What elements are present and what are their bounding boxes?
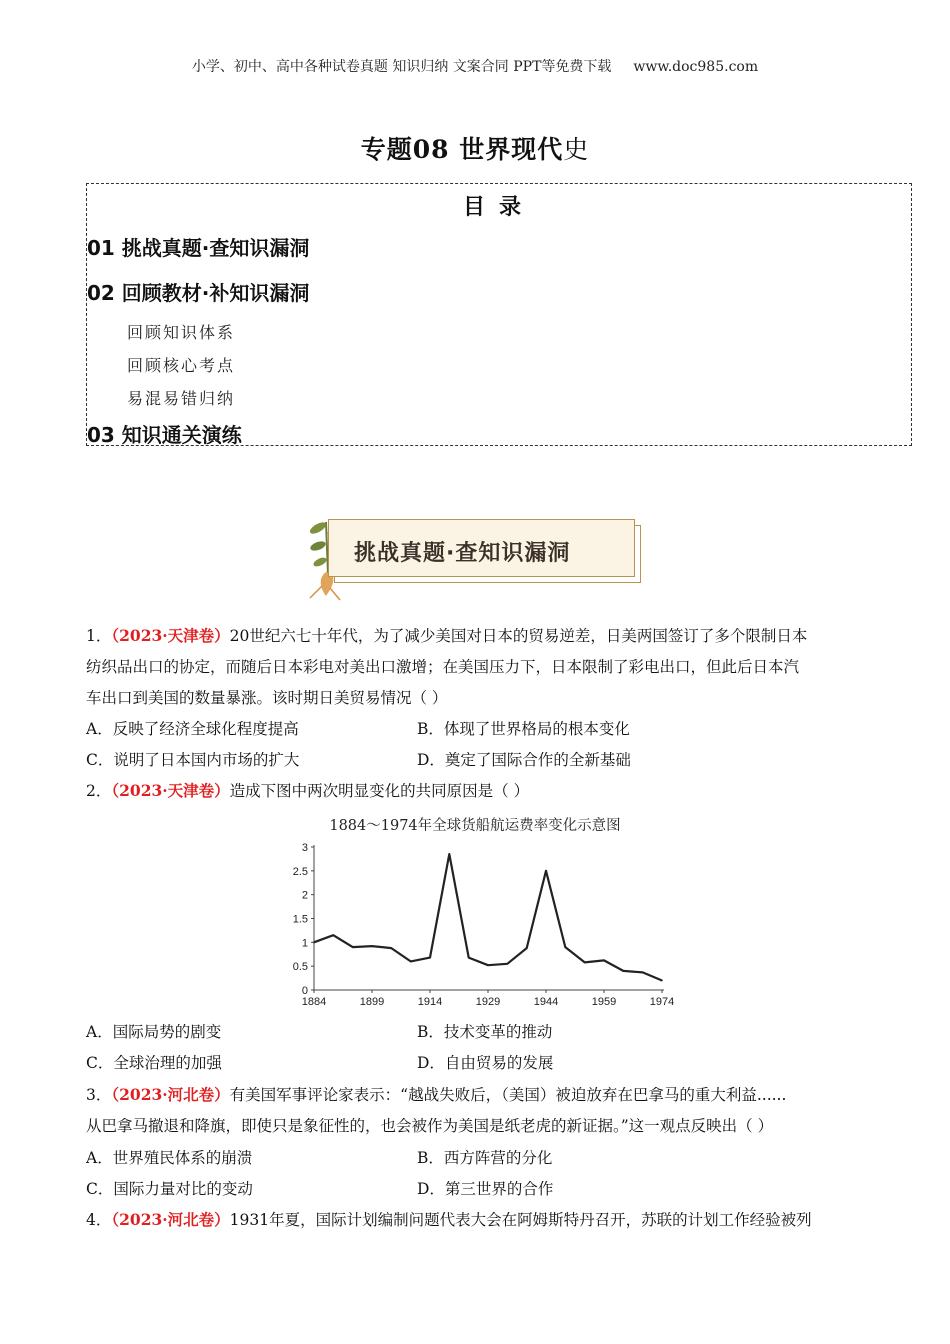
q2-option-a[interactable]: A．国际局势的剧变 xyxy=(86,1023,222,1041)
question-source-tag: （2023·天津卷） xyxy=(111,626,230,645)
x-tick-label: 1929 xyxy=(475,996,501,1008)
question-number: 4． xyxy=(86,1211,112,1229)
q3-option-a[interactable]: A．世界殖民体系的崩溃 xyxy=(86,1149,253,1167)
data-point xyxy=(449,853,451,855)
table-of-contents xyxy=(86,183,912,446)
y-tick-label: 3 xyxy=(301,842,308,854)
data-point xyxy=(313,942,315,944)
question-source-tag: （2023·河北卷） xyxy=(111,1085,230,1104)
data-point xyxy=(526,947,528,949)
x-tick-label: 1974 xyxy=(649,996,675,1008)
q3-option-b[interactable]: B．西方阵营的分化 xyxy=(417,1149,553,1167)
question-1 xyxy=(86,620,866,714)
question-number: 2． xyxy=(86,782,112,800)
question-source-tag: （2023·天津卷） xyxy=(111,781,230,800)
toc-subitem-knowledge-system[interactable]: 回顾知识体系 xyxy=(127,323,236,342)
data-point xyxy=(371,945,373,947)
chart-title: 1884～1974年全球货船航运费率变化示意图 xyxy=(329,818,621,834)
toc-subitem-core-points[interactable]: 回顾核心考点 xyxy=(127,356,236,375)
question-4 xyxy=(86,1204,866,1236)
question-text-line: 1931年夏，国际计划编制问题代表大会在阿姆斯特丹召开，苏联的计划工作经验被列 xyxy=(229,1211,812,1229)
x-tick-label: 1959 xyxy=(591,996,617,1008)
data-point xyxy=(642,972,644,974)
data-point xyxy=(661,980,663,982)
data-point xyxy=(333,934,335,936)
series-line-freight-rate xyxy=(314,854,662,980)
page-title xyxy=(0,130,950,166)
question-text-line: 车出口到美国的数量暴涨。该时期日美贸易情况（ ） xyxy=(86,689,448,707)
q3-option-d[interactable]: D．第三世界的合作 xyxy=(417,1180,554,1198)
y-tick-label: 0.5 xyxy=(292,961,308,974)
data-point xyxy=(410,961,412,963)
question-text-line: 从巴拿马撤退和降旗，即使只是象征性的，也会被作为美国是纸老虎的新证据。”这一观点反映出（ ） xyxy=(86,1117,774,1135)
page-header xyxy=(0,56,950,76)
question-2 xyxy=(86,775,866,807)
q1-option-b[interactable]: B．体现了世界格局的根本变化 xyxy=(417,720,630,738)
data-point xyxy=(429,957,431,959)
title-last-char: 史 xyxy=(563,135,590,164)
q3-option-c[interactable]: C．国际力量对比的变动 xyxy=(86,1180,253,1198)
title-main: 专题08 世界现代 xyxy=(360,135,564,164)
x-tick-label: 1899 xyxy=(359,996,385,1008)
question-text-line: 20世纪六七十年代，为了减少美国对日本的贸易逆差，日美两国签订了多个限制日本 xyxy=(229,627,808,645)
y-tick-label: 2 xyxy=(301,889,308,902)
q2-option-d[interactable]: D．自由贸易的发展 xyxy=(417,1054,554,1072)
banner-title: 挑战真题·查知识漏洞 xyxy=(354,541,571,566)
data-point xyxy=(584,962,586,964)
freight-rate-chart xyxy=(280,838,680,1010)
y-tick-label: 1.5 xyxy=(292,913,308,926)
q2-option-b[interactable]: B．技术变革的推动 xyxy=(417,1023,553,1041)
data-point xyxy=(487,964,489,966)
question-number: 1． xyxy=(86,627,112,645)
y-tick-label: 0 xyxy=(301,985,308,997)
q1-option-c[interactable]: C．说明了日本国内市场的扩大 xyxy=(86,751,300,769)
toc-item-01[interactable]: 01 挑战真题·查知识漏洞 xyxy=(87,236,310,260)
data-point xyxy=(545,870,547,872)
data-point xyxy=(603,960,605,962)
toc-item-02[interactable]: 02 回顾教材·补知识漏洞 xyxy=(87,281,310,305)
data-point xyxy=(565,946,567,948)
q1-option-a[interactable]: A．反映了经济全球化程度提高 xyxy=(86,720,299,738)
question-source-tag: （2023·河北卷） xyxy=(111,1210,230,1229)
question-3 xyxy=(86,1079,866,1142)
header-site-link[interactable]: www.doc985.com xyxy=(633,59,759,75)
data-point xyxy=(352,946,354,948)
x-tick-label: 1914 xyxy=(417,996,443,1008)
toc-item-03[interactable]: 03 知识通关演练 xyxy=(87,423,242,447)
y-tick-label: 2.5 xyxy=(292,865,308,878)
q2-option-c[interactable]: C．全球治理的加强 xyxy=(86,1054,222,1072)
header-text: 小学、初中、高中各种试卷真题 知识归纳 文案合同 PPT等免费下载 xyxy=(191,59,612,75)
question-text-line: 纺织品出口的协定，而随后日本彩电对美出口激增；在美国压力下，日本限制了彩电出口，但此后日本汽 xyxy=(86,658,800,676)
x-tick-label: 1884 xyxy=(301,996,327,1008)
toc-subitem-mistakes[interactable]: 易混易错归纳 xyxy=(127,389,236,408)
question-text-line: 有美国军事评论家表示：“越战失败后，（美国）被迫放弃在巴拿马的重大利益...... xyxy=(229,1086,787,1104)
data-point xyxy=(468,957,470,959)
section-banner xyxy=(296,514,641,592)
toc-heading: 目录 xyxy=(462,194,535,220)
data-point xyxy=(391,947,393,949)
y-tick-label: 1 xyxy=(301,937,308,950)
data-point xyxy=(623,970,625,972)
question-text-line: 造成下图中两次明显变化的共同原因是（ ） xyxy=(229,782,530,800)
x-tick-label: 1944 xyxy=(533,996,559,1008)
data-point xyxy=(507,963,509,965)
question-number: 3． xyxy=(86,1086,112,1104)
q1-option-d[interactable]: D．奠定了国际合作的全新基础 xyxy=(417,751,631,769)
